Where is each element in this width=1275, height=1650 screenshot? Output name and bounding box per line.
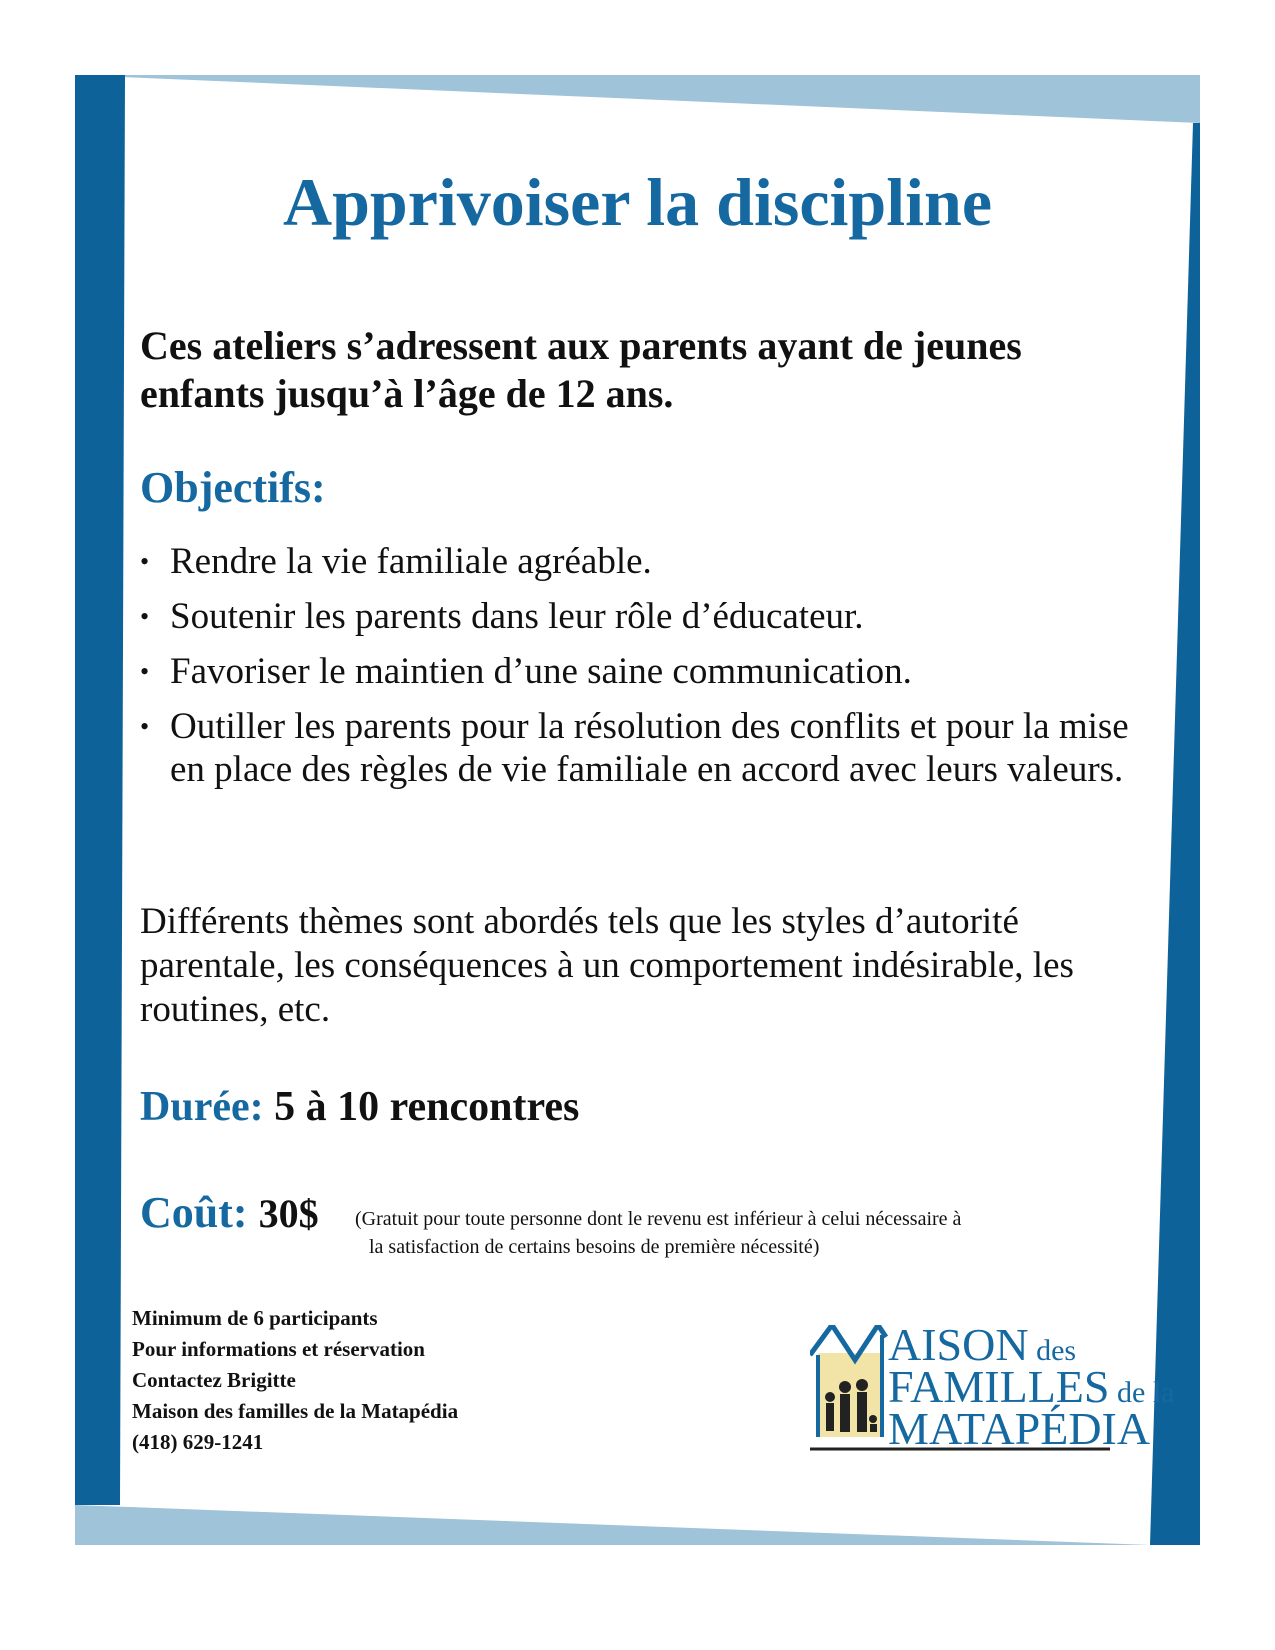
intro-text: Ces ateliers s’adressent aux parents ayant de jeunes enfants jusqu’à l’âge de 12 ans. — [140, 323, 1022, 416]
cost-note — [355, 1205, 1085, 1261]
cost-note-line2: la satisfaction de certains besoins de première nécessité) — [369, 1236, 820, 1258]
objective-text: Favoriser le maintien d’une saine communication. — [170, 651, 912, 692]
bullet-icon: • — [140, 547, 150, 576]
logo-line3: MATAPÉDIA — [888, 1403, 1151, 1454]
page-title: Apprivoiser la discipline — [282, 164, 993, 240]
list-item — [140, 650, 1150, 693]
objectives-list — [140, 540, 1150, 803]
logo-line2: FAMILLES de la — [888, 1361, 1175, 1412]
objective-text: Rendre la vie familiale agréable. — [170, 541, 652, 582]
cost-line — [140, 1187, 319, 1238]
duration-value: 5 à 10 rencontres — [274, 1084, 580, 1130]
objective-text: Outiller les parents pour la résolution des conflits et pour la mise en place des règles de vie familiale en accord avec leurs valeurs. — [170, 706, 1129, 790]
duration-label: Durée: — [140, 1084, 264, 1130]
bullet-icon: • — [140, 657, 150, 686]
contact-phone: (418) 629-1241 — [132, 1430, 264, 1454]
contact-line: Contactez Brigitte — [132, 1368, 296, 1392]
list-item — [140, 595, 1150, 638]
contact-block — [132, 1303, 458, 1458]
objectives-heading: Objectifs: — [140, 463, 326, 512]
list-item — [140, 540, 1150, 583]
logo-line1: AISON des — [888, 1319, 1077, 1370]
contact-line: Maison des familles de la Matapédia — [132, 1399, 459, 1423]
contact-line: Minimum de 6 participants — [132, 1306, 378, 1330]
duration-line — [140, 1083, 579, 1131]
cost-value: 30$ — [258, 1191, 319, 1236]
bullet-icon: • — [140, 602, 150, 631]
themes-text: Différents thèmes sont abordés tels que les styles d’autorité parentale, les conséquences à un comportement indésirable, les routines, etc. — [140, 901, 1074, 1030]
objective-text: Soutenir les parents dans leur rôle d’éducateur. — [170, 596, 864, 637]
cost-note-line1: (Gratuit pour toute personne dont le revenu est inférieur à celui nécessaire à — [355, 1208, 962, 1230]
contact-line: Pour informations et réservation — [132, 1337, 425, 1361]
bullet-icon: • — [140, 712, 150, 741]
cost-label: Coût: — [140, 1188, 248, 1237]
list-item — [140, 705, 1150, 791]
